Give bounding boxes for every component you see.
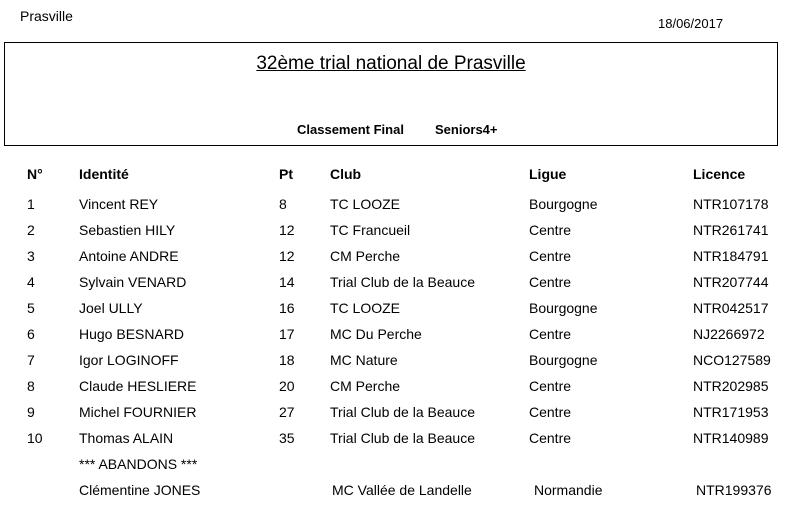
cell-points: 12	[279, 248, 295, 264]
cell-league: Bourgogne	[529, 196, 598, 212]
cell-league: Centre	[529, 326, 572, 342]
cell-rank: 4	[27, 274, 35, 290]
title-frame	[4, 42, 778, 146]
cell-points: 17	[279, 326, 295, 342]
classement-label: Classement Final	[297, 122, 404, 137]
cell-rank: 7	[27, 352, 35, 368]
cell-club: MC Vallée de Landelle	[332, 482, 472, 498]
cell-licence: NTR261741	[693, 222, 769, 238]
category-label: Seniors4+	[435, 122, 498, 137]
cell-identity: Thomas ALAIN	[79, 430, 174, 446]
cell-identity: Hugo BESNARD	[79, 326, 185, 342]
cell-rank: 9	[27, 404, 35, 420]
cell-licence: NTR199376	[696, 482, 772, 498]
page-title: 32ème trial national de Prasville	[256, 53, 526, 74]
cell-licence: NJ2266972	[693, 326, 765, 342]
cell-league: Centre	[529, 274, 572, 290]
cell-club: TC Francueil	[330, 222, 411, 238]
cell-league: Normandie	[534, 482, 603, 498]
column-header-points: Pt	[279, 166, 293, 182]
cell-identity: Antoine ANDRE	[79, 248, 179, 264]
cell-rank: 10	[27, 430, 43, 446]
cell-points: 12	[279, 222, 295, 238]
cell-rank: 3	[27, 248, 35, 264]
cell-licence: NTR202985	[693, 378, 769, 394]
cell-club: TC LOOZE	[330, 300, 401, 316]
cell-league: Bourgogne	[529, 300, 598, 316]
cell-points: 18	[279, 352, 295, 368]
cell-identity: Sylvain VENARD	[79, 274, 187, 290]
column-header-club: Club	[330, 166, 362, 182]
cell-licence: NTR184791	[693, 248, 769, 264]
cell-licence: NTR042517	[693, 300, 769, 316]
column-header-licence: Licence	[693, 166, 746, 182]
cell-identity: Michel FOURNIER	[79, 404, 197, 420]
cell-identity: Igor LOGINOFF	[79, 352, 179, 368]
cell-identity: Sebastien HILY	[79, 222, 176, 238]
column-header-rank: N°	[27, 166, 43, 182]
cell-club: CM Perche	[330, 378, 401, 394]
column-header-identity: Identité	[79, 166, 129, 182]
cell-points: 16	[279, 300, 295, 316]
cell-licence: NTR140989	[693, 430, 769, 446]
cell-identity: Joel ULLY	[79, 300, 143, 316]
cell-club: Trial Club de la Beauce	[330, 404, 476, 420]
cell-rank: 1	[27, 196, 35, 212]
column-header-league: Ligue	[529, 166, 567, 182]
cell-club: TC LOOZE	[330, 196, 401, 212]
cell-identity: Clémentine JONES	[79, 482, 201, 498]
cell-league: Centre	[529, 248, 572, 264]
cell-identity: Vincent REY	[79, 196, 159, 212]
cell-licence: NTR107178	[693, 196, 769, 212]
cell-club: MC Du Perche	[330, 326, 422, 342]
cell-club: Trial Club de la Beauce	[330, 274, 476, 290]
cell-club: CM Perche	[330, 248, 401, 264]
cell-league: Centre	[529, 430, 572, 446]
cell-licence: NTR171953	[693, 404, 769, 420]
cell-league: Centre	[529, 378, 572, 394]
cell-rank: 5	[27, 300, 35, 316]
cell-points: 14	[279, 274, 295, 290]
cell-rank: 8	[27, 378, 35, 394]
cell-points: 20	[279, 378, 295, 394]
date-text: 18/06/2017	[658, 16, 724, 31]
cell-rank: 2	[27, 222, 35, 238]
cell-points: 35	[279, 430, 295, 446]
abandons-label: *** ABANDONS ***	[79, 456, 198, 472]
cell-club: Trial Club de la Beauce	[330, 430, 476, 446]
cell-rank: 6	[27, 326, 35, 342]
location-text: Prasville	[20, 8, 73, 24]
cell-club: MC Nature	[330, 352, 398, 368]
cell-league: Centre	[529, 222, 572, 238]
cell-points: 27	[279, 404, 295, 420]
cell-licence: NTR207744	[693, 274, 769, 290]
cell-league: Bourgogne	[529, 352, 598, 368]
cell-league: Centre	[529, 404, 572, 420]
cell-identity: Claude HESLIERE	[79, 378, 197, 394]
cell-licence: NCO127589	[693, 352, 771, 368]
cell-points: 8	[279, 196, 287, 212]
